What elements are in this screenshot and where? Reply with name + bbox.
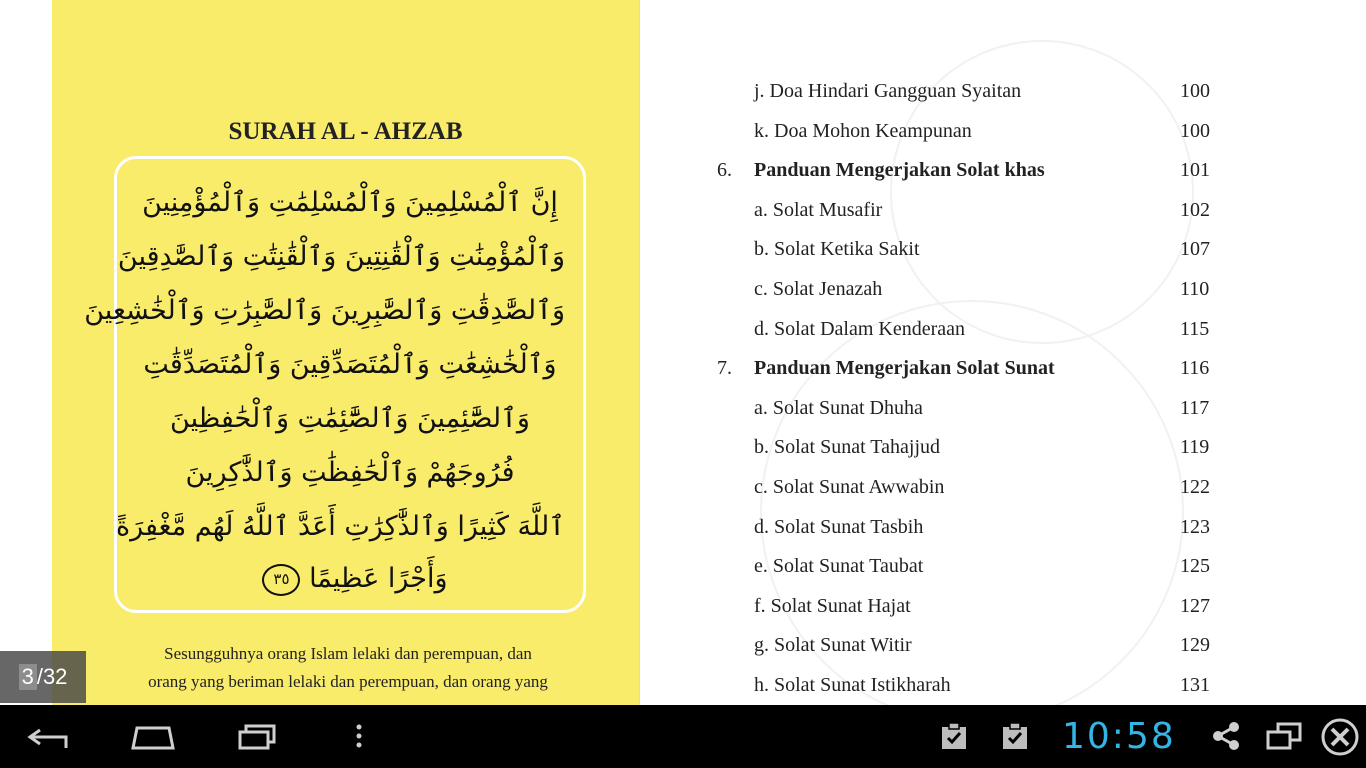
toc-entry-title: f. Solat Sunat Hajat	[754, 594, 911, 617]
toc-row[interactable]	[640, 634, 1366, 670]
toc-page-number: 115	[1180, 317, 1210, 340]
toc-row[interactable]	[640, 278, 1366, 314]
menu-button[interactable]	[329, 713, 389, 759]
book-page-right[interactable]	[640, 0, 1366, 705]
translation-line: orang yang beriman lelaki dan perempuan, dan orang yang	[148, 672, 548, 691]
status-clock: 10:58	[1062, 716, 1176, 757]
toc-section-number: 7.	[717, 357, 732, 380]
toc-entry-title: a. Solat Sunat Dhuha	[754, 396, 923, 419]
window-icon[interactable]	[1264, 721, 1304, 751]
arabic-line: إِنَّ ٱلْمُسْلِمِينَ وَٱلْمُسْلِمَٰتِ وَٱلْمُؤْمِنِينَ	[142, 187, 558, 218]
toc-page-number: 123	[1180, 515, 1210, 538]
back-button[interactable]	[20, 713, 80, 759]
toc-page-number: 107	[1180, 238, 1210, 261]
toc-page-number: 131	[1180, 674, 1210, 696]
page-counter[interactable]	[0, 651, 86, 703]
arabic-line-last	[135, 563, 565, 596]
page-margin	[0, 0, 52, 705]
ayah-number-mark: ٣٥	[262, 564, 300, 596]
toc-entry-title: e. Solat Sunat Taubat	[754, 555, 924, 578]
toc-page-number: 100	[1180, 80, 1210, 102]
clipboard-check-icon[interactable]	[1001, 721, 1029, 751]
translation-text	[122, 640, 574, 696]
arabic-line-text: وَأَجْرًا عَظِيمًا	[309, 563, 448, 594]
toc-row[interactable]	[640, 318, 1366, 354]
arabic-line: فُرُوجَهُمْ وَٱلْحَٰفِظَٰتِ وَٱلذَّٰكِرِينَ	[185, 457, 515, 488]
toc-entry-title: j. Doa Hindari Gangguan Syaitan	[754, 80, 1022, 102]
home-button[interactable]	[123, 713, 183, 759]
arabic-line: وَٱلْمُؤْمِنَٰتِ وَٱلْقَٰنِتِينَ وَٱلْقَٰنِتَٰتِ وَٱلصَّٰدِقِينَ	[117, 241, 565, 272]
recent-apps-button[interactable]	[227, 713, 287, 759]
close-icon[interactable]	[1320, 717, 1360, 757]
toc-row[interactable]	[640, 357, 1366, 393]
toc-entry-title: Panduan Mengerjakan Solat khas	[754, 159, 1045, 182]
toc-page-number: 102	[1180, 198, 1210, 221]
surah-title: SURAH AL - AHZAB	[228, 118, 463, 145]
clipboard-check-icon[interactable]	[940, 721, 968, 751]
toc-row[interactable]	[640, 436, 1366, 472]
arabic-line: ٱللَّهَ كَثِيرًا وَٱلذَّٰكِرَٰتِ أَعَدَّ ٱللَّهُ لَهُم مَّغْفِرَةً	[115, 511, 565, 542]
arabic-line: وَٱلْخَٰشِعَٰتِ وَٱلْمُتَصَدِّقِينَ وَٱلْمُتَصَدِّقَٰتِ	[143, 349, 557, 380]
toc-row[interactable]	[640, 199, 1366, 235]
toc-entry-title: b. Solat Ketika Sakit	[754, 238, 920, 261]
toc-page-number: 116	[1180, 357, 1210, 380]
toc-entry-title: Panduan Mengerjakan Solat Sunat	[754, 357, 1055, 380]
toc-page-number: 100	[1180, 119, 1210, 142]
toc-row[interactable]	[640, 397, 1366, 433]
system-navigation-bar	[0, 705, 1366, 768]
toc-row[interactable]	[640, 238, 1366, 274]
toc-page-number: 110	[1180, 278, 1210, 300]
toc-page-number: 101	[1180, 159, 1210, 182]
toc-entry-title: h. Solat Sunat Istikharah	[754, 674, 951, 696]
toc-entry-title: g. Solat Sunat Witir	[754, 634, 912, 657]
toc-row[interactable]	[640, 555, 1366, 591]
translation-line: Sesungguhnya orang Islam lelaki dan perempuan, dan	[164, 644, 532, 663]
toc-entry-title: a. Solat Musafir	[754, 198, 883, 221]
toc-row[interactable]	[640, 159, 1366, 195]
toc-entry-title: k. Doa Mohon Keampunan	[754, 119, 972, 142]
toc-page-number: 127	[1180, 594, 1210, 617]
toc-row[interactable]	[640, 80, 1366, 116]
arabic-verse-box	[84, 156, 586, 613]
book-page-left[interactable]	[52, 0, 639, 705]
toc-page-number: 117	[1180, 396, 1210, 419]
toc-entry-title: c. Solat Jenazah	[754, 278, 883, 300]
toc-section-number: 6.	[717, 159, 732, 182]
toc-entry-title: c. Solat Sunat Awwabin	[754, 476, 945, 498]
recent-apps-icon	[232, 720, 282, 752]
toc-page-number: 122	[1180, 476, 1210, 498]
toc-row[interactable]	[640, 476, 1366, 512]
toc-page-number: 119	[1180, 436, 1210, 459]
back-icon	[26, 720, 74, 752]
toc-entry-title: d. Solat Sunat Tasbih	[754, 515, 924, 538]
current-page: 3	[19, 664, 37, 690]
arabic-line: وَٱلصَّٰدِقَٰتِ وَٱلصَّٰبِرِينَ وَٱلصَّٰبِرَٰتِ وَٱلْخَٰشِعِينَ	[84, 295, 565, 326]
toc-page-number: 129	[1180, 634, 1210, 657]
toc-row[interactable]	[640, 516, 1366, 552]
menu-icon	[349, 720, 369, 752]
arabic-line: وَٱلصَّٰٓئِمِينَ وَٱلصَّٰٓئِمَٰتِ وَٱلْحَٰفِظِينَ	[170, 403, 530, 434]
toc-row[interactable]	[640, 674, 1366, 705]
total-pages: /32	[36, 664, 68, 689]
toc-entry-title: d. Solat Dalam Kenderaan	[754, 317, 966, 340]
toc-row[interactable]	[640, 595, 1366, 631]
toc-entry-title: b. Solat Sunat Tahajjud	[754, 436, 940, 459]
home-icon	[127, 720, 179, 752]
toc-row[interactable]	[640, 120, 1366, 156]
toc-page-number: 125	[1180, 555, 1210, 578]
share-icon[interactable]	[1210, 721, 1242, 751]
